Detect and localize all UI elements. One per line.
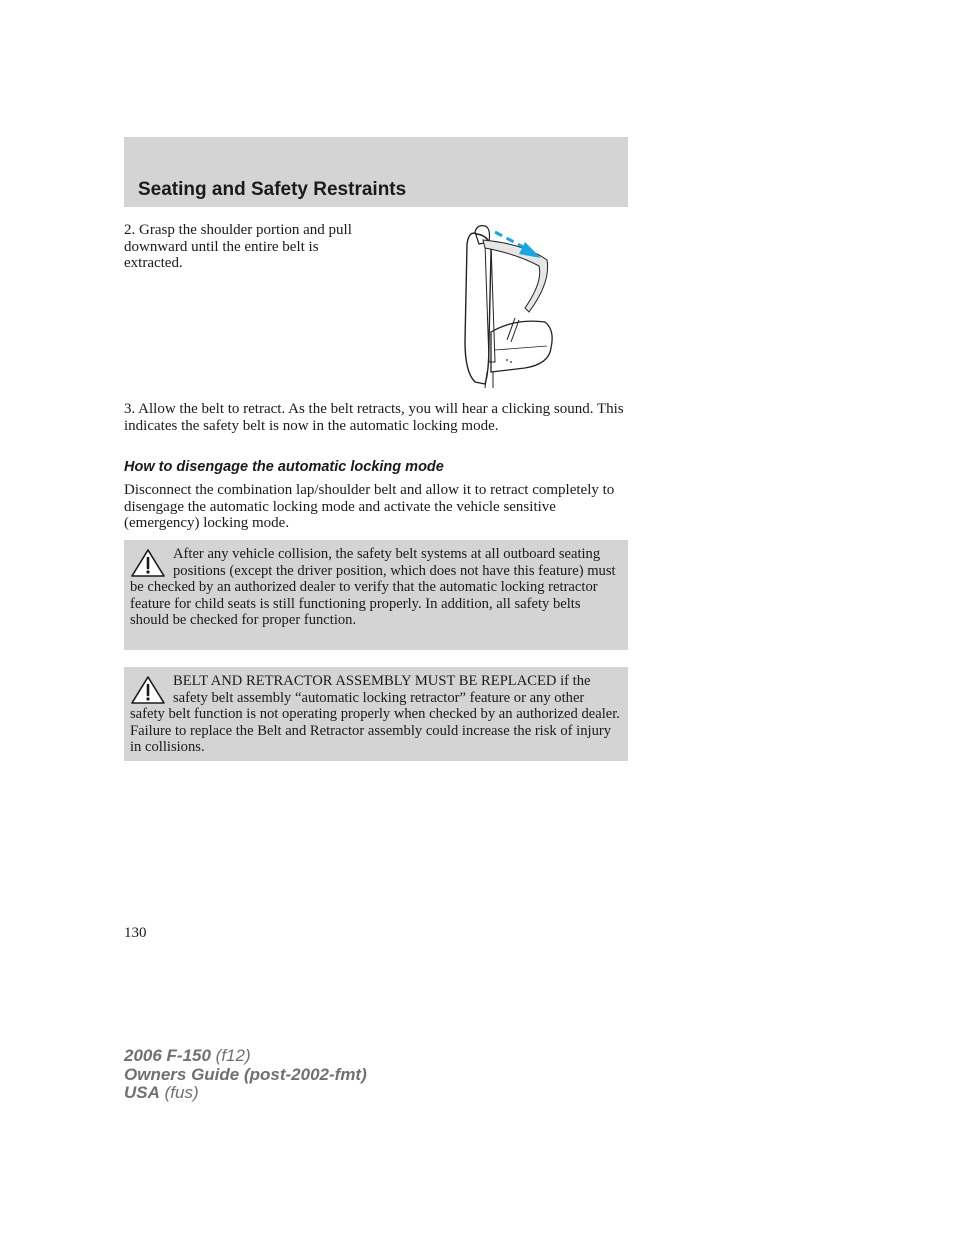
footer-model-code: (f12) <box>210 1046 251 1065</box>
warning-triangle-icon <box>130 675 166 705</box>
section-title: Seating and Safety Restraints <box>138 179 407 200</box>
warning-box <box>124 540 628 650</box>
page-number: 130 <box>124 925 147 941</box>
footer <box>124 1047 367 1103</box>
warning-triangle-icon <box>130 548 166 578</box>
disengage-paragraph: Disconnect the combination lap/shoulder belt and allow it to retract completely to disengage the automatic locking mode and activate the vehicle sensitive (emergency) locking mode. <box>124 482 615 531</box>
seat-belt-illustration <box>455 222 565 390</box>
subheading: How to disengage the automatic locking mode <box>124 459 444 475</box>
footer-guide: Owners Guide (post-2002-fmt) <box>124 1064 367 1084</box>
warning-text: After any vehicle collision, the safety belt systems at all outboard seating positions (except the driver position, which does not have this feature) must be checked by an authorized dealer to verify that the automatic locking retractor feature for child seats is still functioning properly. In addition, all safety belts should be checked for proper function. <box>130 546 616 628</box>
step-3-text: 3. Allow the belt to retract. As the belt retracts, you will hear a clicking sound. This indicates the safety belt is now in the automatic locking mode. <box>124 401 624 434</box>
footer-line-market <box>124 1084 367 1103</box>
warning-box <box>124 667 628 761</box>
warning-text: BELT AND RETRACTOR ASSEMBLY MUST BE REPLACED if the safety belt assembly “automatic locking retractor” feature or any other safety belt function is not operating properly when checked by an authorized dealer. Failure to replace the Belt and Retractor assembly could increase the risk of injury in collisions. <box>130 673 620 755</box>
step-2-text: 2. Grasp the shoulder portion and pull downward until the entire belt is extracted. <box>124 222 352 271</box>
footer-market-code: (fus) <box>159 1083 199 1102</box>
footer-market: USA <box>124 1083 160 1102</box>
footer-model: 2006 F-150 <box>124 1046 211 1065</box>
footer-line-model <box>124 1047 367 1066</box>
